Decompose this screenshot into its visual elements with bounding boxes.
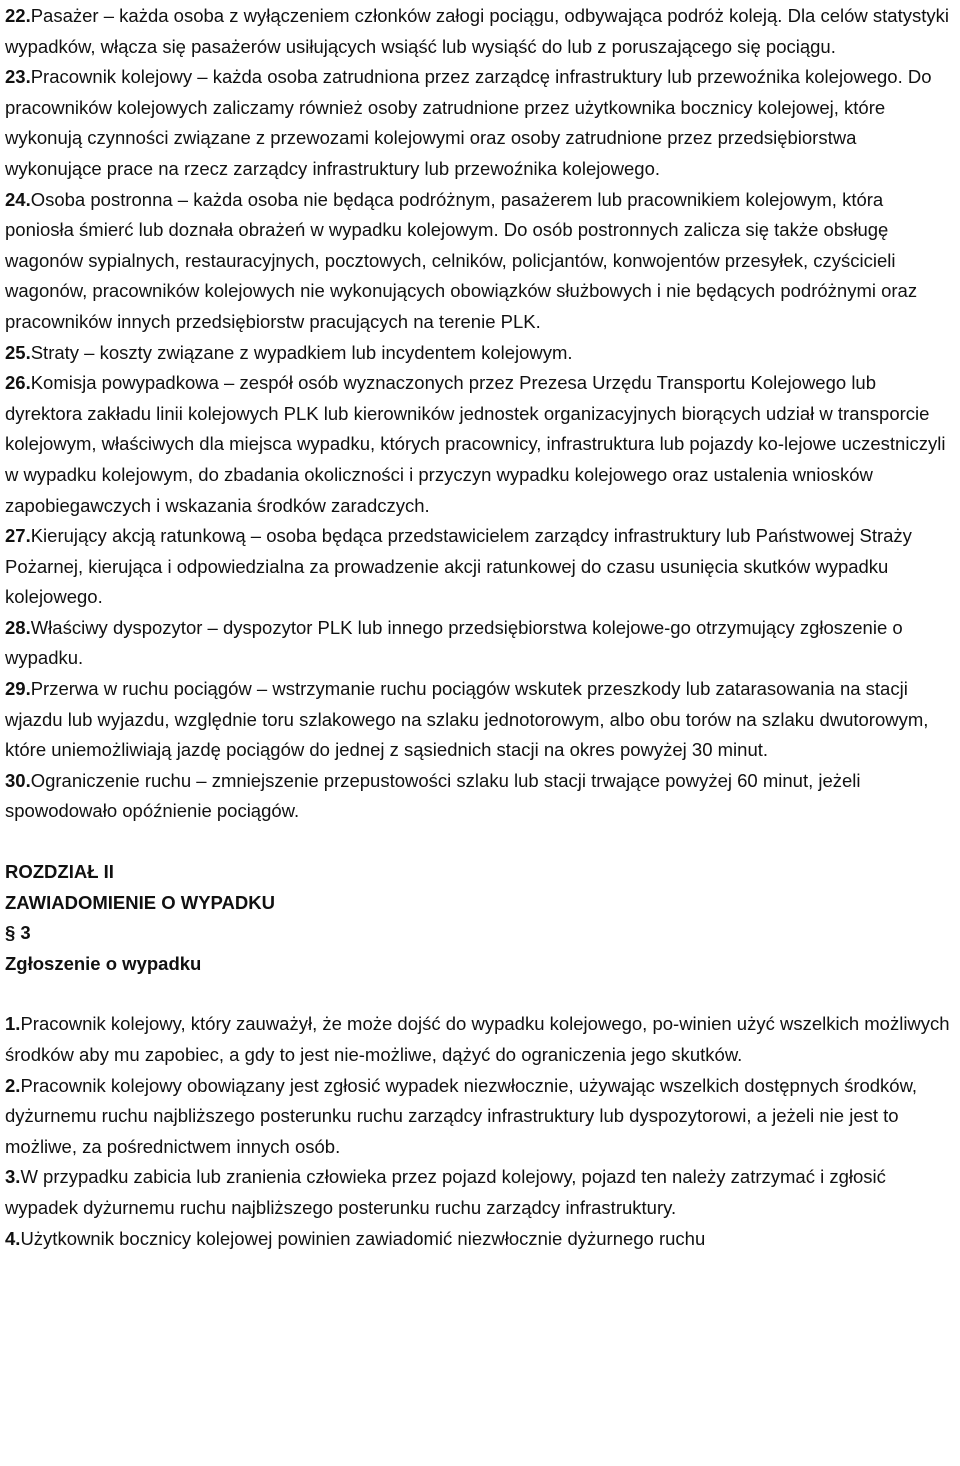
definition-item [5,521,956,613]
item-text: Pasażer – każda osoba z wyłączeniem członków załogi pociągu, odbywająca podróż koleją. Dla celów statystyki wypadków, włącza się pasażerów usiłujących wsiąść lub wysiąść do lub z poruszającego się pociągu. [5,5,949,57]
item-number: 4. [5,1227,21,1249]
item-number: 24. [5,188,31,210]
item-text: Przerwa w ruchu pociągów – wstrzymanie ruchu pociągów wskutek przeszkody lub zatarasowania na stacji wjazdu lub wyjazdu, względnie toru szlakowego na szlaku jednotorowym, albo obu torów na szlaku dwutorowym, które uniemożliwiają jazdę pociągów do jednej z sąsiednich stacji na okres powyżej 30 minut. [5,678,929,761]
definition-item [5,62,956,184]
item-text: Komisja powypadkowa – zespół osób wyznaczonych przez Prezesa Urzędu Transportu Kolejowego lub dyrektora zakładu linii kolejowych PLK lub kierowników jednostek organizacyjnych biorących udział w transporcie kolejowym, właściwych dla miejsca wypadku, których pracownicy, infrastruktura lub pojazdy ko-lejowe uczestniczyli w wypadku kolejowym, do zbadania okoliczności i przyczyn wypadku kolejowego oraz ustalenia wniosków zapobiegawczych i wskazania środków zaradczych. [5,372,946,516]
item-text: Właściwy dyspozytor – dyspozytor PLK lub innego przedsiębiorstwa kolejowe-go otrzymujący zgłoszenie o wypadku. [5,616,903,669]
item-text: Pracownik kolejowy obowiązany jest zgłosić wypadek niezwłocznie, używając wszelkich dostępnych środków, dyżurnemu ruchu najbliższego posterunku ruchu zarządcy infrastruktury lub dyspozytorowi, a jeżeli nie jest to możliwe, za pośrednictwem innych osób. [5,1074,918,1157]
item-text: Pracownik kolejowy – każda osoba zatrudniona przez zarządcę infrastruktury lub przewoźnika kolejowego. Do pracowników kolejowych zaliczamy również osoby zatrudnione przez użytkownika bocznicy kolejowej, które wykonują czynności związane z przewozami kolejowymi oraz osoby zatrudnione przez przedsiębiorstwa wykonujące prace na rzecz zarządcy infrastruktury lub przewoźnika kolejowego. [5,66,932,179]
item-number: 25. [5,341,31,363]
definitions-list [5,1,956,827]
chapter-title: ZAWIADOMIENIE O WYPADKU [5,891,275,913]
definition-item [5,613,956,674]
item-text: Pracownik kolejowy, który zauważył, że może dojść do wypadku kolejowego, po-winien użyć wszelkich możliwych środków aby mu zapobiec, a gdy to jest nie-możliwe, dążyć do ograniczenia jego skutków. [5,1013,950,1065]
item-text: Kierujący akcją ratunkową – osoba będąca przedstawicielem zarządcy infrastruktury lub Państwowej Straży Pożarnej, kierująca i odpowiedzialna za prowadzenie akcji ratunkowej do czasu usunięcia skutków wypadku kolejowego. [5,525,912,608]
definition-item [5,674,956,766]
definition-item [5,766,956,827]
definition-item [5,185,956,338]
item-number: 27. [5,525,31,547]
item-number: 30. [5,769,31,791]
item-number: 28. [5,616,31,638]
item-number: 2. [5,1074,21,1096]
chapter-label: ROZDZIAŁ II [5,861,114,883]
item-number: 3. [5,1166,21,1188]
item-number: 23. [5,66,31,88]
item-number: 1. [5,1013,21,1035]
chapter-heading [5,857,956,979]
point-item [5,1224,956,1255]
item-text: Osoba postronna – każda osoba nie będąca podróżnym, pasażerem lub pracownikiem kolejowym, która poniosła śmierć lub doznała obrażeń w wypadku kolejowym. Do osób postronnych zalicza się także obsługę wagonów sypialnych, restauracyjnych, pocztowych, celników, policjantów, konwojentów przesyłek, czyścicieli wagonów, pracowników kolejowych nie wykonujących obowiązków służbowych i nie będących podróżnymi oraz pracowników innych przedsiębiorstw pracujących na terenie PLK. [5,188,918,332]
section-title: Zgłoszenie o wypadku [5,952,202,974]
definition-item [5,338,956,369]
item-number: 29. [5,678,31,700]
section-number: § 3 [5,922,31,944]
item-text: Straty – koszty związane z wypadkiem lub incydentem kolejowym. [30,341,573,363]
point-item [5,1071,956,1163]
point-item [5,1009,956,1070]
item-text: W przypadku zabicia lub zranienia człowieka przez pojazd kolejowy, pojazd ten należy zatrzymać i zgłosić wypadek dyżurnemu ruchu najbliższego posterunku ruchu zarządcy infrastruktury. [5,1166,886,1218]
definition-item [5,1,956,62]
definition-item [5,368,956,521]
item-number: 22. [5,5,31,26]
item-number: 26. [5,372,31,394]
item-text: Użytkownik bocznicy kolejowej powinien zawiadomić niezwłocznie dyżurnego ruchu [20,1227,706,1249]
points-list [5,1009,956,1254]
point-item [5,1162,956,1223]
item-text: Ograniczenie ruchu – zmniejszenie przepustowości szlaku lub stacji trwające powyżej 60 minut, jeżeli spowodowało opóźnienie pociągów. [5,769,861,822]
